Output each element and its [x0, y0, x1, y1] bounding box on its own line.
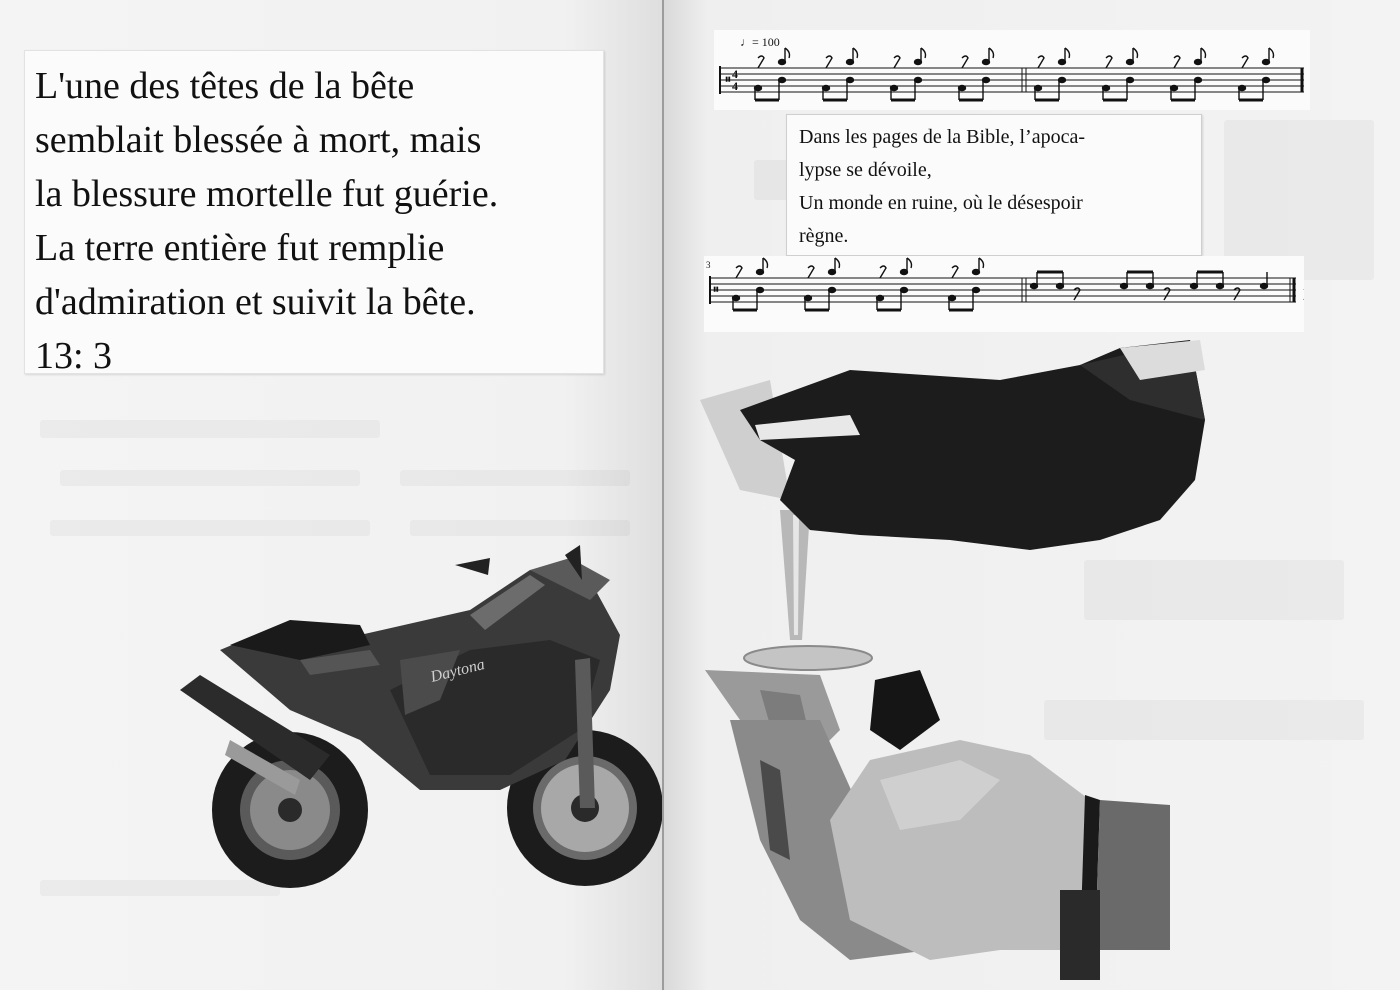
poem-clipping [786, 114, 1202, 256]
music-staff-top [714, 30, 1310, 110]
arm-and-hand-image [700, 660, 1180, 980]
motorcycle-badge: Daytona [428, 656, 487, 686]
measure-number: 3 [706, 260, 711, 270]
tempo-marking: ♩= 100 [740, 35, 780, 49]
verse-line: la blessure mortelle fut guérie. [35, 173, 499, 215]
verse-line: L'une des têtes de la bête [35, 65, 415, 107]
verse-reference: 13: 3 [35, 335, 113, 377]
motorcycle-image [170, 540, 664, 900]
verse-line: semblait blessée à mort, mais [35, 119, 482, 161]
poem-line: lypse se dévoile, [799, 159, 932, 181]
poem-line: règne. [799, 225, 849, 247]
left-page [0, 0, 664, 990]
score-bottom-clipping [704, 256, 1304, 332]
verse-line: d'admiration et suivit la bête. [35, 281, 476, 323]
svg-text:4: 4 [732, 67, 738, 81]
poem-line: Dans les pages de la Bible, l’apoca- [799, 126, 1086, 148]
hand-holding-glass-image [700, 340, 1220, 700]
score-top-clipping [714, 30, 1310, 110]
verse-clipping [24, 50, 604, 377]
svg-text:4: 4 [732, 79, 738, 93]
svg-text:𝄥: 𝄥 [714, 282, 718, 297]
verse-line: La terre entière fut remplie [35, 227, 445, 269]
music-staff-bottom [704, 256, 1304, 332]
svg-text:𝄥: 𝄥 [726, 72, 730, 87]
poem-line: Un monde en ruine, où le désespoir [799, 192, 1083, 214]
